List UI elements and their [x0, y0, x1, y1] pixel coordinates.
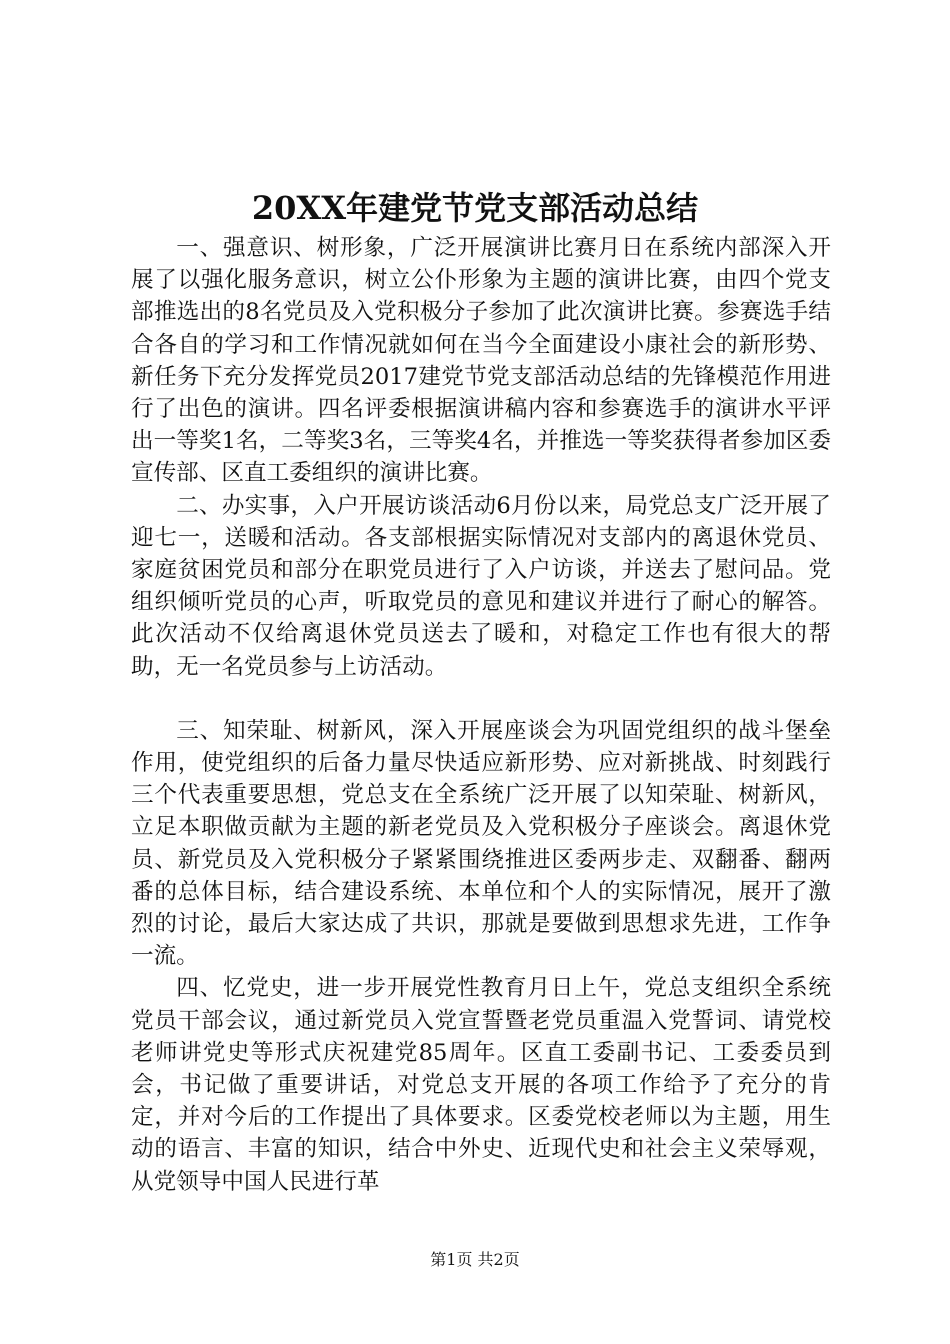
paragraph-2: 二、办实事，入户开展访谈活动6月份以来，局党总支广泛开展了迎七一，送暖和活动。各支部根据实际情况对支部内的离退休党员、家庭贫困党员和部分在职党员进行了入户访谈，并送去了慰问品。党组织倾听党员的心声，听取党员的意见和建议并进行了耐心的解答。此次活动不仅给离退休党员送去了暖和，对稳定工作也有很大的帮助，无一名党员参与上访活动。: [131, 492, 831, 680]
paragraph-1: 一、强意识、树形象，广泛开展演讲比赛月日在系统内部深入开展了以强化服务意识，树立公仆形象为主题的演讲比赛，由四个党支部推选出的8名党员及入党积极分子参加了此次演讲比赛。参赛选手结合各自的学习和工作情况就如何在当今全面建设小康社会的新形势、新任务下充分发挥党员2017建党节党支部活动总结的先锋模范作用进行了出色的演讲。四名评委根据演讲稿内容和参赛选手的演讲水平评出一等奖1名，二等奖3名，三等奖4名，并推选一等奖获得者参加区委宣传部、区直工委组织的演讲比赛。: [131, 235, 831, 487]
page-footer: 第1页 共2页: [430, 1250, 520, 1269]
paragraph-3: 三、知荣耻、树新风，深入开展座谈会为巩固党组织的战斗堡垒作用，使党组织的后备力量尽快适应新形势、应对新挑战、时刻践行三个代表重要思想，党总支在全系统广泛开展了以知荣耻、树新风，立足本职做贡献为主题的新老党员及入党积极分子座谈会。离退休党员、新党员及入党积极分子紧紧围绕推进区委两步走、双翻番、翻两番的总体目标，结合建设系统、本单位和个人的实际情况，展开了激烈的讨论，最后大家达成了共识，那就是要做到思想求先进，工作争一流。: [131, 717, 831, 970]
document-body: [131, 232, 831, 1198]
document-title: 20XX年建党节党支部活动总结: [251, 189, 699, 227]
paragraph-4: 四、忆党史，进一步开展党性教育月日上午，党总支组织全系统党员干部会议，通过新党员入党宣誓暨老党员重温入党誓词、请党校老师讲党史等形式庆祝建党85周年。区直工委副书记、工委委员到会，书记做了重要讲话，对党总支开展的各项工作给予了充分的肯定，并对今后的工作提出了具体要求。区委党校老师以为主题，用生动的语言、丰富的知识，结合中外史、近现代史和社会主义荣辱观，从党领导中国人民进行革: [131, 975, 831, 1195]
